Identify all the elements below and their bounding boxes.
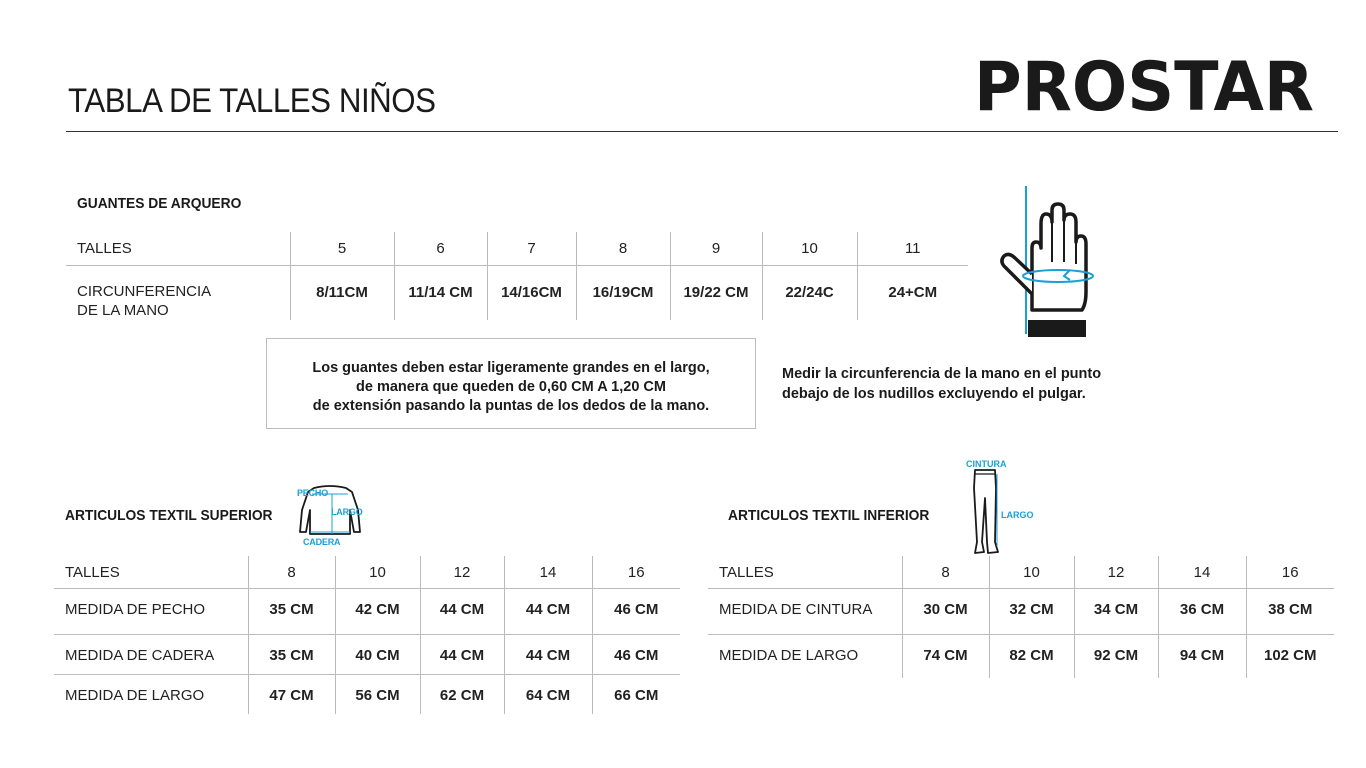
pants-icon [960, 456, 1040, 558]
gloves-size: 7 [487, 232, 576, 265]
gloves-size: 5 [290, 232, 394, 265]
top-garments-size-table [54, 556, 680, 714]
gloves-value: 19/22 CM [670, 265, 762, 320]
gloves-row-label-line: DE LA MANO [77, 301, 169, 319]
bottom-value: 92 CM [1074, 634, 1158, 678]
gloves-size: 9 [670, 232, 762, 265]
top-value: 46 CM [592, 634, 680, 674]
bottom-value: 102 CM [1246, 634, 1334, 678]
bottom-value: 82 CM [989, 634, 1074, 678]
top-chest-row [54, 588, 680, 634]
bottom-size: 10 [989, 556, 1074, 588]
top-length-row [54, 674, 680, 714]
top-hip-row [54, 634, 680, 674]
gloves-size-table [66, 232, 968, 320]
bottom-size: 12 [1074, 556, 1158, 588]
top-value: 44 CM [420, 634, 504, 674]
top-size: 12 [420, 556, 504, 588]
top-value: 44 CM [420, 588, 504, 634]
bottom-size: 8 [902, 556, 989, 588]
gloves-value: 22/24C [762, 265, 857, 320]
gloves-header-label: TALLES [77, 240, 132, 257]
gloves-value: 14/16CM [487, 265, 576, 320]
top-size: 14 [504, 556, 592, 588]
bottom-value: 36 CM [1158, 588, 1246, 634]
brand-wordmark: PROSTAR [974, 54, 1314, 116]
bottom-waist-row [708, 588, 1334, 634]
bottom-value: 74 CM [902, 634, 989, 678]
top-header-row [54, 556, 680, 588]
top-value: 35 CM [248, 634, 335, 674]
bottom-garments-size-table [708, 556, 1334, 678]
top-size: 16 [592, 556, 680, 588]
bottom-value: 38 CM [1246, 588, 1334, 634]
top-value: 64 CM [504, 674, 592, 714]
top-value: 56 CM [335, 674, 420, 714]
bottom-size: 14 [1158, 556, 1246, 588]
title-divider [66, 131, 1338, 132]
top-size: 10 [335, 556, 420, 588]
top-row-label: MEDIDA DE LARGO [54, 674, 248, 714]
measure-instructions [782, 364, 1142, 404]
note-line: de manera que queden de 0,60 CM A 1,20 CM [356, 379, 666, 395]
bottom-value: 30 CM [902, 588, 989, 634]
gloves-fit-note [266, 338, 756, 429]
top-value: 62 CM [420, 674, 504, 714]
top-value: 40 CM [335, 634, 420, 674]
page-title: TABLA DE TALLES NIÑOS [68, 82, 436, 120]
note-line: de extensión pasando la puntas de los dedos de la mano. [312, 398, 710, 414]
top-size: 8 [248, 556, 335, 588]
bottom-length-row [708, 634, 1334, 678]
top-value: 47 CM [248, 674, 335, 714]
top-value: 66 CM [592, 674, 680, 714]
bottom-row-label: MEDIDA DE CINTURA [708, 588, 902, 634]
gloves-value: 16/19CM [576, 265, 670, 320]
gloves-row-label-line: CIRCUNFERENCIA [77, 282, 212, 300]
gloves-size: 6 [394, 232, 487, 265]
gloves-circumference-row [66, 265, 968, 320]
bottom-row-label: MEDIDA DE LARGO [708, 634, 902, 678]
gloves-row-label [66, 265, 290, 320]
measure-line: debajo de los nudillos excluyendo el pulgar. [782, 386, 1086, 402]
top-row-label: MEDIDA DE PECHO [54, 588, 248, 634]
sweatshirt-icon [292, 480, 368, 548]
top-value: 44 CM [504, 588, 592, 634]
top-garments-section-title: ARTICULOS TEXTIL SUPERIOR [65, 507, 273, 524]
bottom-header-row [708, 556, 1334, 588]
top-value: 35 CM [248, 588, 335, 634]
top-header-label: TALLES [65, 564, 120, 581]
top-value: 44 CM [504, 634, 592, 674]
bottom-size: 16 [1246, 556, 1334, 588]
bottom-value: 34 CM [1074, 588, 1158, 634]
gloves-size: 11 [857, 232, 968, 265]
gloves-value: 24+CM [857, 265, 968, 320]
bottom-header-label: TALLES [719, 564, 774, 581]
gloves-value: 11/14 CM [394, 265, 487, 320]
top-value: 42 CM [335, 588, 420, 634]
chest-label: PECHO [297, 488, 329, 498]
gloves-size: 10 [762, 232, 857, 265]
bottom-garments-section-title: ARTICULOS TEXTIL INFERIOR [728, 507, 930, 524]
length-label: LARGO [1001, 510, 1034, 520]
gloves-value: 8/11CM [290, 265, 394, 320]
bottom-value: 32 CM [989, 588, 1074, 634]
waist-label: CINTURA [966, 459, 1007, 469]
gloves-section-title: GUANTES DE ARQUERO [77, 195, 242, 212]
prostar-logo [972, 54, 1318, 116]
measure-line: Medir la circunferencia de la mano en el punto [782, 366, 1102, 382]
length-label: LARGO [331, 507, 363, 517]
note-line: Los guantes deben estar ligeramente grandes en el largo, [312, 360, 710, 376]
top-row-label: MEDIDA DE CADERA [54, 634, 248, 674]
bottom-value: 94 CM [1158, 634, 1246, 678]
top-value: 46 CM [592, 588, 680, 634]
gloves-size: 8 [576, 232, 670, 265]
hip-label: CADERA [303, 537, 341, 547]
gloves-header-row [66, 232, 968, 265]
glove-icon [996, 184, 1100, 340]
